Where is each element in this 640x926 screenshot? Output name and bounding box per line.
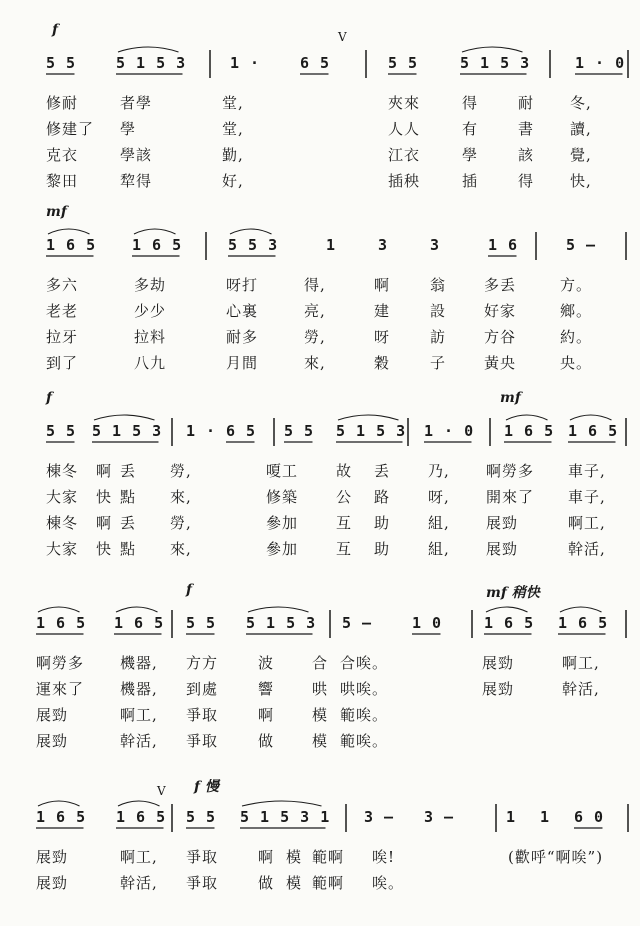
lyric-text: 啊 xyxy=(96,462,113,480)
lyric-text: 機器, xyxy=(120,680,158,698)
lyric-text: 修築 xyxy=(266,488,299,506)
dynamic-marking: mf xyxy=(46,204,67,220)
lyric-text: 助 xyxy=(374,540,391,558)
slur-arc xyxy=(338,415,399,420)
lyric-text: 機器, xyxy=(120,654,158,672)
lyric-text: 來, xyxy=(170,488,192,506)
lyric-text: 勞, xyxy=(170,462,192,480)
lyric-text: 勞, xyxy=(170,514,192,532)
lyric-text: 參加 xyxy=(266,514,299,532)
note-group: 1 6 5 xyxy=(36,808,87,826)
lyric-text: 展勁 xyxy=(482,680,515,698)
lyric-text: 勞, xyxy=(304,328,326,346)
lyric-text: 呀, xyxy=(428,488,450,506)
slur-arc xyxy=(242,801,322,806)
lyric-text: 展勁 xyxy=(36,706,69,724)
lyric-text: 方。 xyxy=(560,276,593,294)
breath-mark: V xyxy=(338,30,347,44)
lyric-text: 點 xyxy=(120,488,137,506)
lyric-text: 央。 xyxy=(560,354,593,372)
lyric-text: 大家 xyxy=(46,540,79,558)
dynamic-marking: f 慢 xyxy=(194,779,219,795)
note-group: 5 1 5 3 xyxy=(336,422,407,440)
lyric-text: 老老 xyxy=(46,302,79,320)
slur-arc xyxy=(134,229,176,234)
lyric-text: 合 xyxy=(312,654,329,672)
lyric-text: 啊工, xyxy=(562,654,600,672)
lyric-text: 助 xyxy=(374,514,391,532)
lyric-text: 少少 xyxy=(134,302,167,320)
note-group: 1 xyxy=(506,808,517,826)
lyric-text: 展勁 xyxy=(36,848,69,866)
note-group: 5 — xyxy=(342,614,373,632)
lyric-text: 黎田 xyxy=(46,172,79,190)
lyric-text: 訪 xyxy=(430,328,447,346)
lyric-text: 呀打 xyxy=(226,276,259,294)
lyric-text: 快, xyxy=(570,172,592,190)
note-group: 3 xyxy=(430,236,441,254)
lyric-text: 子 xyxy=(430,354,447,372)
slur-arc xyxy=(486,607,528,612)
lyric-text: 拉牙 xyxy=(46,328,79,346)
lyric-text: 車子, xyxy=(568,488,606,506)
lyric-text: 亮, xyxy=(304,302,326,320)
lyric-text: 做 xyxy=(258,874,275,892)
lyric-text: 範啊 xyxy=(312,848,345,866)
note-group: 3 — xyxy=(364,808,395,826)
lyric-text: 啊勞多 xyxy=(486,462,535,480)
lyric-text: 修建了 xyxy=(46,120,95,138)
note-group: 1 6 5 xyxy=(504,422,555,440)
note-group: 1 6 5 xyxy=(132,236,183,254)
note-group: 1 6 5 xyxy=(558,614,609,632)
note-group: 1 6 5 xyxy=(36,614,87,632)
lyric-text: 好, xyxy=(222,172,244,190)
note-group: 1 6 5 xyxy=(568,422,619,440)
lyric-text: 呀 xyxy=(374,328,391,346)
slur-arc xyxy=(506,415,548,420)
note-group: 5 5 xyxy=(186,808,217,826)
slur-arc xyxy=(118,801,160,806)
slur-arc xyxy=(118,47,179,52)
lyric-text: 黃央 xyxy=(484,354,517,372)
lyric-text: 展勁 xyxy=(486,540,519,558)
note-group: 1 xyxy=(326,236,337,254)
lyric-text: 人人 xyxy=(388,120,421,138)
lyric-text: 幹活, xyxy=(562,680,600,698)
note-group: 5 5 xyxy=(46,54,77,72)
lyric-text: 約。 xyxy=(560,328,593,346)
lyric-text: 啊 xyxy=(374,276,391,294)
lyric-text: 犂得 xyxy=(120,172,153,190)
lyric-text: 耐 xyxy=(518,94,535,112)
lyric-text: 開來了 xyxy=(486,488,535,506)
lyric-text: (歡呼“啊唉”) xyxy=(508,848,604,866)
note-group: 6 5 xyxy=(226,422,257,440)
lyric-text: 插秧 xyxy=(388,172,421,190)
lyric-text: 八九 xyxy=(134,354,167,372)
lyric-text: 翁 xyxy=(430,276,447,294)
lyric-text: 穀 xyxy=(374,354,391,372)
note-group: 5 1 5 3 xyxy=(116,54,187,72)
note-group: 5 5 xyxy=(284,422,315,440)
lyric-text: 大家 xyxy=(46,488,79,506)
lyric-text: 到了 xyxy=(46,354,79,372)
lyric-text: 方谷 xyxy=(484,328,517,346)
lyric-text: 建 xyxy=(374,302,391,320)
note-group: 6 5 xyxy=(300,54,331,72)
slur-arc xyxy=(230,229,272,234)
note-group: 6 0 xyxy=(574,808,605,826)
lyric-text: 唉。 xyxy=(372,874,405,892)
lyric-text: 學 xyxy=(462,146,479,164)
lyric-text: 耐多 xyxy=(226,328,259,346)
slur-arc xyxy=(560,607,602,612)
lyric-text: 哄 xyxy=(312,680,329,698)
note-group: 3 — xyxy=(424,808,455,826)
lyric-text: 展勁 xyxy=(36,732,69,750)
slur-arc xyxy=(38,801,80,806)
lyric-text: 啊 xyxy=(96,514,113,532)
lyric-text: 丢 xyxy=(374,462,391,480)
lyric-text: 修耐 xyxy=(46,94,79,112)
lyric-text: 啊 xyxy=(258,848,275,866)
lyric-text: 心裏 xyxy=(226,302,259,320)
lyric-text: 唉! xyxy=(372,848,396,866)
lyric-text: 合唉。 xyxy=(340,654,389,672)
lyric-text: 丢 xyxy=(120,462,137,480)
lyric-text: 者學 xyxy=(120,94,153,112)
lyric-text: 啊 xyxy=(258,706,275,724)
slur-arc xyxy=(116,607,158,612)
lyric-text: 覺, xyxy=(570,146,592,164)
lyric-text: 展勁 xyxy=(36,874,69,892)
note-group: 5 5 xyxy=(388,54,419,72)
lyric-text: 範唉。 xyxy=(340,732,389,750)
lyric-text: 得, xyxy=(304,276,326,294)
lyric-text: 模 xyxy=(312,732,329,750)
breath-mark: V xyxy=(157,784,166,798)
lyric-text: 讀, xyxy=(570,120,592,138)
note-group: 5 5 3 xyxy=(228,236,279,254)
lyric-text: 哄唉。 xyxy=(340,680,389,698)
lyric-text: 來, xyxy=(304,354,326,372)
lyric-text: 江衣 xyxy=(388,146,421,164)
note-group: 5 5 xyxy=(186,614,217,632)
lyric-text: 爭取 xyxy=(186,874,219,892)
lyric-text: 故 xyxy=(336,462,353,480)
note-group: 1 · xyxy=(230,54,261,72)
lyric-text: 學該 xyxy=(120,146,153,164)
lyric-text: 來, xyxy=(170,540,192,558)
lyric-text: 爭取 xyxy=(186,848,219,866)
lyric-text: 好家 xyxy=(484,302,517,320)
lyric-text: 多丢 xyxy=(484,276,517,294)
lyric-text: 學 xyxy=(120,120,137,138)
lyric-text: 啊工, xyxy=(568,514,606,532)
slur-arc xyxy=(570,415,612,420)
lyric-text: 勤, xyxy=(222,146,244,164)
lyric-text: 路 xyxy=(374,488,391,506)
note-group: 1 xyxy=(540,808,551,826)
note-group: 1 · 0 xyxy=(424,422,475,440)
dynamic-marking: mf xyxy=(500,390,521,406)
lyric-text: 公 xyxy=(336,488,353,506)
lyric-text: 棟冬 xyxy=(46,514,79,532)
lyric-text: 互 xyxy=(336,540,353,558)
lyric-text: 冬, xyxy=(570,94,592,112)
lyric-text: 得 xyxy=(462,94,479,112)
lyric-text: 方方 xyxy=(186,654,219,672)
lyric-text: 幹活, xyxy=(120,874,158,892)
lyric-text: 書 xyxy=(518,120,535,138)
lyric-text: 多劫 xyxy=(134,276,167,294)
lyric-text: 波 xyxy=(258,654,275,672)
note-group: 5 5 xyxy=(46,422,77,440)
note-group: 3 xyxy=(378,236,389,254)
lyric-text: 有 xyxy=(462,120,479,138)
lyric-text: 點 xyxy=(120,540,137,558)
lyric-text: 範唉。 xyxy=(340,706,389,724)
lyric-text: 模 xyxy=(312,706,329,724)
lyric-text: 範啊 xyxy=(312,874,345,892)
lyric-text: 參加 xyxy=(266,540,299,558)
lyric-text: 模 xyxy=(286,874,303,892)
lyric-text: 模 xyxy=(286,848,303,866)
lyric-text: 插 xyxy=(462,172,479,190)
lyric-text: 做 xyxy=(258,732,275,750)
lyric-text: 快 xyxy=(96,488,113,506)
dynamic-marking: mf 稍快 xyxy=(486,585,540,601)
lyric-text: 鄉。 xyxy=(560,302,593,320)
lyric-text: 啊工, xyxy=(120,706,158,724)
note-group: 5 1 5 3 xyxy=(246,614,317,632)
lyric-text: 該 xyxy=(518,146,535,164)
note-group: 5 1 5 3 xyxy=(92,422,163,440)
lyric-text: 夾來 xyxy=(388,94,421,112)
dynamic-marking: f xyxy=(46,390,53,406)
dynamic-marking: f xyxy=(186,582,193,598)
lyric-text: 爭取 xyxy=(186,706,219,724)
note-group: 1 6 5 xyxy=(484,614,535,632)
lyric-text: 棟冬 xyxy=(46,462,79,480)
lyric-text: 幹活, xyxy=(568,540,606,558)
lyric-text: 組, xyxy=(428,540,450,558)
lyric-text: 啊勞多 xyxy=(36,654,85,672)
slur-arc xyxy=(462,47,523,52)
note-group: 1 6 xyxy=(488,236,519,254)
lyric-text: 組, xyxy=(428,514,450,532)
note-group: 5 1 5 3 xyxy=(460,54,531,72)
lyric-text: 嗄工 xyxy=(266,462,299,480)
slur-arc xyxy=(248,607,309,612)
lyric-text: 運來了 xyxy=(36,680,85,698)
lyric-text: 響 xyxy=(258,680,275,698)
note-group: 1 · xyxy=(186,422,217,440)
lyric-text: 月間 xyxy=(226,354,259,372)
lyric-text: 堂, xyxy=(222,120,244,138)
slur-arc xyxy=(38,607,80,612)
note-group: 1 6 5 xyxy=(116,808,167,826)
note-group: 1 6 5 xyxy=(114,614,165,632)
lyric-text: 展勁 xyxy=(482,654,515,672)
lyric-text: 多六 xyxy=(46,276,79,294)
dynamic-marking: f xyxy=(52,22,59,38)
lyric-text: 乃, xyxy=(428,462,450,480)
lyric-text: 到處 xyxy=(186,680,219,698)
slur-arc xyxy=(48,229,90,234)
lyric-text: 車子, xyxy=(568,462,606,480)
note-group: 5 — xyxy=(566,236,597,254)
lyric-text: 互 xyxy=(336,514,353,532)
lyric-text: 克衣 xyxy=(46,146,79,164)
lyric-text: 幹活, xyxy=(120,732,158,750)
slur-arc xyxy=(94,415,155,420)
note-group: 1 · 0 xyxy=(575,54,626,72)
note-group: 1 6 5 xyxy=(46,236,97,254)
lyric-text: 爭取 xyxy=(186,732,219,750)
lyric-text: 堂, xyxy=(222,94,244,112)
lyric-text: 展勁 xyxy=(486,514,519,532)
lyric-text: 拉料 xyxy=(134,328,167,346)
lyric-text: 設 xyxy=(430,302,447,320)
note-group: 1 0 xyxy=(412,614,443,632)
lyric-text: 丢 xyxy=(120,514,137,532)
lyric-text: 得 xyxy=(518,172,535,190)
lyric-text: 啊工, xyxy=(120,848,158,866)
note-group: 5 1 5 3 1 xyxy=(240,808,331,826)
lyric-text: 快 xyxy=(96,540,113,558)
